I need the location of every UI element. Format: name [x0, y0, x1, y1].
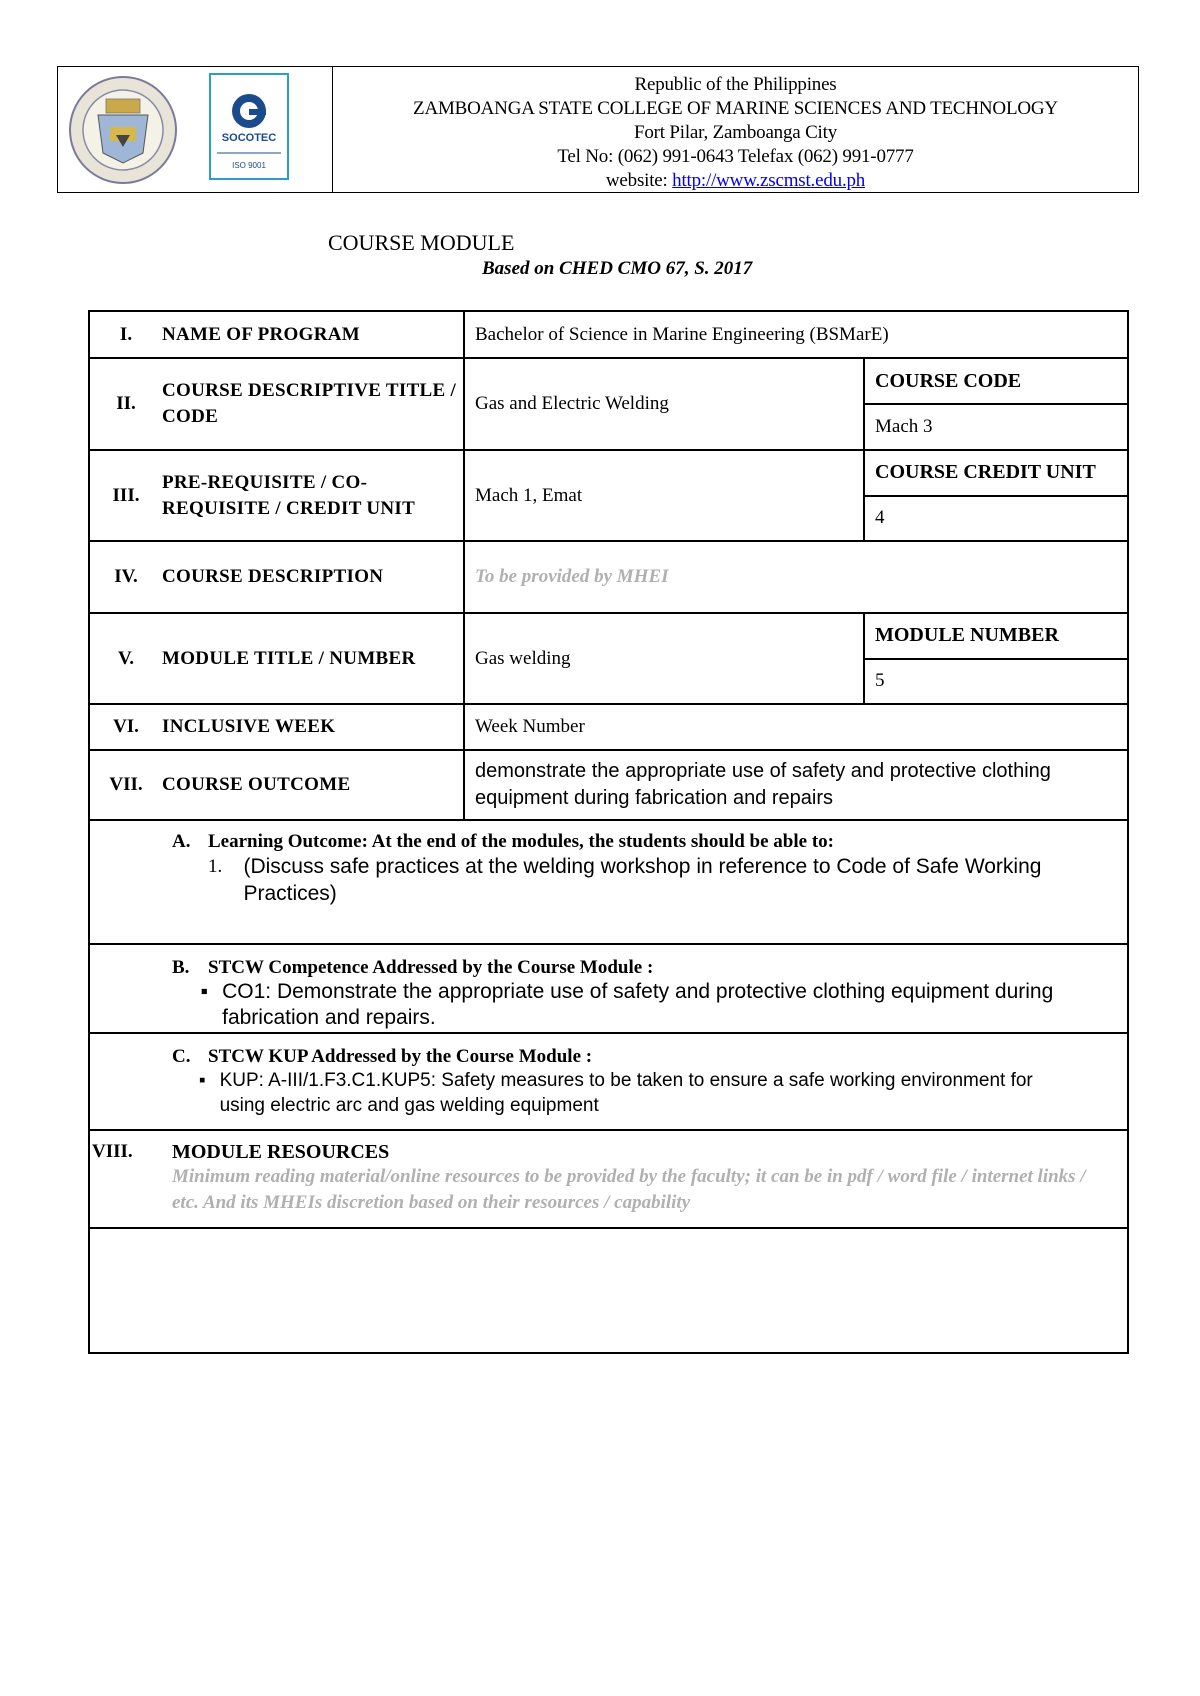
bullet-icon: ▪: [200, 980, 209, 1003]
resources-note: Minimum reading material/online resources to be provided by the faculty; it can be in pdf / word file / internet links / etc. And its MHEIs discretion based on their resources / capability: [172, 1166, 1086, 1213]
website-line: [333, 169, 1138, 193]
row-label: [90, 312, 465, 357]
credit-unit-heading: COURSE CREDIT UNIT: [865, 451, 1127, 497]
resources-heading: MODULE RESOURCES: [172, 1141, 390, 1163]
bullet-icon: ▪: [198, 1070, 206, 1091]
list-item-text: (Discuss safe practices at the welding workshop in reference to Code of Safe Working Practices): [243, 855, 1042, 905]
logo-area: [58, 67, 333, 192]
letterhead: [57, 66, 1139, 193]
list-number: 1.: [208, 856, 223, 877]
letterhead-text: [333, 67, 1138, 192]
phone-line: Tel No: (062) 991-0643 Telefax (062) 991-0777: [557, 146, 914, 167]
module-title-value: Gas welding: [465, 614, 865, 703]
list-item: [172, 1068, 1127, 1118]
row-course-outcome: [90, 751, 1127, 821]
row-label-text: INCLUSIVE WEEK: [162, 716, 336, 737]
cert-iso: ISO 9001: [232, 161, 266, 170]
section-heading: [172, 831, 1127, 853]
section-letter: B.: [172, 957, 190, 978]
row-label: [90, 542, 465, 612]
section-stcw-kup: [90, 1034, 1127, 1131]
row-inclusive-week: [90, 705, 1127, 751]
website-label: website:: [605, 170, 673, 191]
list-item: [172, 853, 1127, 907]
cert-name: SOCOTEC: [221, 132, 277, 144]
course-code-heading: COURSE CODE: [865, 359, 1127, 405]
republic-line: Republic of the Philippines: [634, 74, 837, 95]
socotec-certification-logo: [209, 73, 289, 180]
row-prerequisite: [90, 451, 1127, 542]
section-heading-text: STCW KUP Addressed by the Course Module :: [208, 1046, 593, 1067]
row-number: V.: [117, 647, 135, 669]
row-course-description: [90, 542, 1127, 614]
row-number: VI.: [113, 716, 139, 737]
row-label: [90, 451, 465, 540]
row-label-text: MODULE TITLE / NUMBER: [162, 647, 416, 669]
section-heading: [172, 957, 1127, 979]
program-value: Bachelor of Science in Marine Engineering (BSMarE): [475, 323, 889, 345]
course-title-value: Gas and Electric Welding: [465, 359, 865, 449]
row-label-text: COURSE DESCRIPTIVE TITLE / CODE: [162, 380, 457, 427]
module-number-heading: MODULE NUMBER: [865, 614, 1127, 660]
row-label-text: COURSE OUTCOME: [162, 774, 351, 795]
row-module-title: [90, 614, 1127, 705]
row-program: [90, 312, 1127, 359]
row-number: II.: [116, 393, 136, 414]
section-heading-text: Learning Outcome: At the end of the modules, the students should be able to:: [208, 831, 834, 852]
row-number: VII.: [109, 774, 143, 795]
row-label-text: PRE-REQUISITE / CO-REQUISITE / CREDIT UNIT: [162, 471, 416, 519]
page-title: COURSE MODULE: [328, 230, 515, 255]
section-letter: A.: [172, 831, 191, 852]
row-label: [90, 705, 465, 749]
section-letter: C.: [172, 1046, 191, 1067]
prerequisite-value: Mach 1, Emat: [465, 451, 865, 540]
resources-content-area: [90, 1229, 1127, 1352]
course-outcome-value: demonstrate the appropriate use of safety and protective clothing equipment during fabrication and repairs: [475, 760, 1051, 809]
row-number: I.: [119, 323, 133, 345]
row-label: [90, 359, 465, 449]
row-number: IV.: [114, 566, 138, 587]
list-item: [172, 979, 1127, 1031]
inclusive-week-value: Week Number: [475, 716, 585, 737]
section-heading-text: STCW Competence Addressed by the Course Module :: [208, 957, 654, 978]
course-description-placeholder: To be provided by MHEI: [475, 566, 669, 587]
list-item-text: CO1: Demonstrate the appropriate use of safety and protective clothing equipment during fabrication and repairs.: [222, 980, 1054, 1029]
row-label: [90, 751, 465, 819]
course-module-table: [88, 310, 1129, 1354]
address-line: Fort Pilar, Zamboanga City: [633, 122, 837, 143]
row-number: III.: [112, 484, 140, 506]
row-label: [90, 614, 465, 703]
resources-number: VIII.: [92, 1141, 133, 1162]
section-heading: [172, 1046, 1127, 1068]
college-seal-logo: [68, 75, 178, 185]
course-code-value: Mach 3: [875, 416, 933, 437]
website-link[interactable]: http://www.zscmst.edu.ph: [672, 170, 866, 191]
module-number-value: 5: [875, 670, 885, 692]
row-descriptive-title: [90, 359, 1127, 451]
section-stcw-competence: [90, 945, 1127, 1034]
section-module-resources: [90, 1131, 1127, 1229]
list-item-text: KUP: A-III/1.F3.C1.KUP5: Safety measures to be taken to ensure a safe working environment for using electric arc and gas welding equipment: [219, 1070, 1033, 1116]
college-name: ZAMBOANGA STATE COLLEGE OF MARINE SCIENCES AND TECHNOLOGY: [413, 98, 1058, 119]
row-label-text: NAME OF PROGRAM: [162, 323, 360, 345]
page-subtitle: Based on CHED CMO 67, S. 2017: [482, 258, 753, 279]
section-learning-outcome: [90, 821, 1127, 945]
credit-unit-value: 4: [875, 507, 885, 529]
row-label-text: COURSE DESCRIPTION: [162, 566, 384, 587]
